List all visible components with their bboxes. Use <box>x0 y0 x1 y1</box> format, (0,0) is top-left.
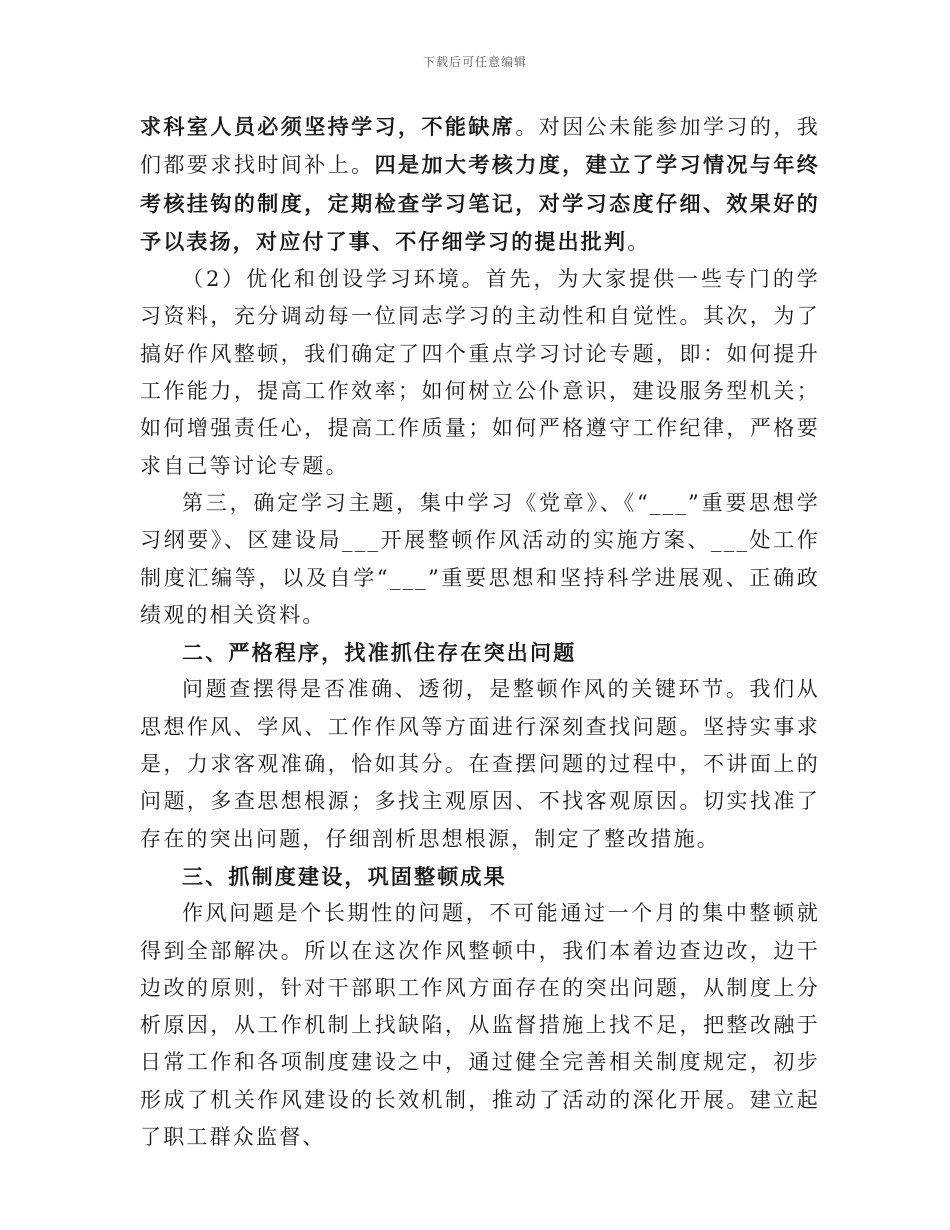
paragraph-system-building: 作风问题是个长期性的问题，不可能通过一个月的集中整顿就得到全部解决。所以在这次作风整顿中，我们本着边查边改，边干边改的原则，针对干部职工作风方面存在的突出问题，从制度上分析原因，从工作机制上找缺陷，从监督措施上找不足，把整改融于日常工作和各项制度建设之中，通过健全完善相关制度规定，初步形成了机关作风建设的长效机制，推动了活动的深化开展。建立起了职工群众监督、 <box>140 901 820 1150</box>
body-text: 。对因公未能参加学习的，我们都要求找时间补上。 <box>140 115 820 178</box>
document-body <box>140 108 820 1156</box>
paragraph-learning-environment: （2）优化和创设学习环境。首先，为大家提供一些专门的学习资料，充分调动每一位同志学习的主动性和自觉性。其次，为了搞好作风整顿，我们确定了四个重点学习讨论专题，即：如何提升工作能力，提高工作效率；如何树立公仆意识，建设服务型机关；如何增强责任心，提高工作质量；如何严格遵守工作纪律，严格要求自己等讨论专题。 <box>140 267 820 478</box>
paragraph-problem-finding: 问题查摆得是否准确、透彻，是整顿作风的关键环节。我们从思想作风、学风、工作作风等方面进行深刻查找问题。坚持实事求是，力求客观准确，恰如其分。在查摆问题的过程中，不讲面上的问题，多查思想根源；多找主观原因、不找客观原因。切实找准了存在的突出问题，仔细剖析思想根源，制定了整改措施。 <box>140 677 820 851</box>
section-heading-two: 二、严格程序，找准抓住存在突出问题 <box>182 640 577 666</box>
paragraph-study-requirements <box>140 108 820 261</box>
body-text: 。 <box>627 229 651 254</box>
page-header: 下载后可任意编辑 <box>422 55 527 69</box>
bold-text: 四是加大考核力度，建立了学习情况与年终考核挂钩的制度，定期检查学习笔记，对学习态度仔细、效果好的予以表扬，对应付了事、不仔细学习的提出批判 <box>140 152 820 254</box>
section-heading-three: 三、抓制度建设，巩固整顿成果 <box>182 863 507 889</box>
bold-text: 求科室人员必须坚持学习，不能缺席 <box>140 114 516 139</box>
paragraph-study-topics: 第三，确定学习主题，集中学习《党章》、《“___”重要思想学习纲要》、区建设局___开展整顿作风活动的实施方案、___处工作制度汇编等，以及自学“___”重要思想和坚持科学进展观、正确政绩观的相关资料。 <box>140 490 820 627</box>
